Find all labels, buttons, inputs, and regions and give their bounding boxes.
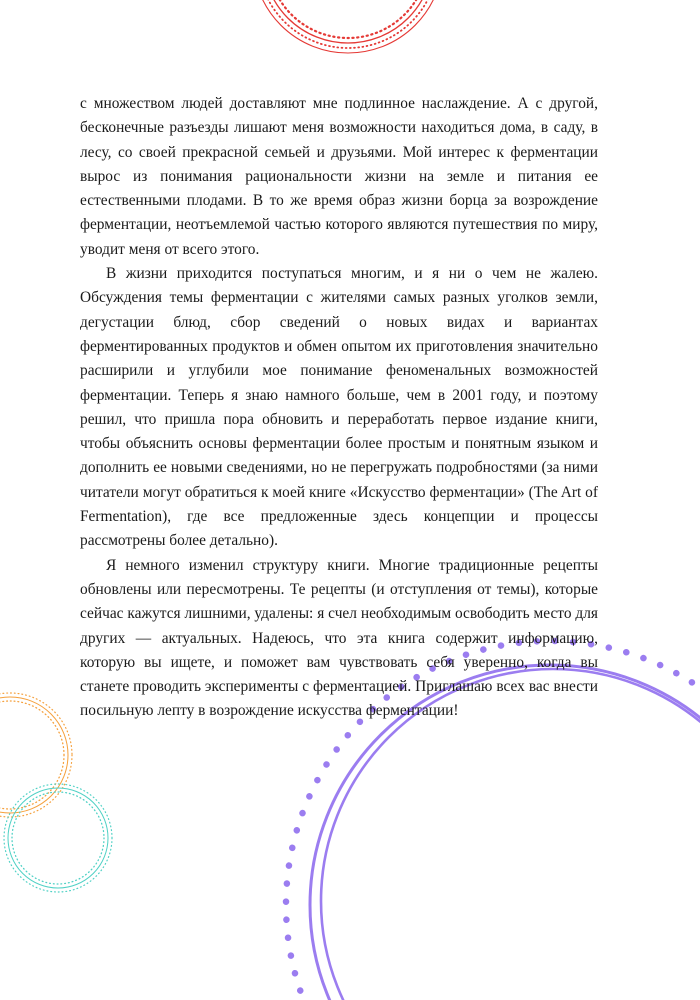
paragraph-3: Я немного изменил структуру книги. Многие традиционные рецепты обновлены или пересмотрены. Те рецепты (и отступления от темы), которые сейчас кажутся лишними, удалены: я счел необходимым освободить место для других — актуальных. Надеюсь, что эта книга содержит информацию, которую вы ищете, и поможет вам чувствовать себя уверенно, когда вы станете проводить эксперименты с ферментацией. Приглашаю всех вас внести посильную лепту в возрождение искусства ферментации! [80, 556, 598, 720]
body-text [80, 92, 598, 724]
paragraph-1: с множеством людей доставляют мне подлинное наслаждение. А с другой, бесконечные разъезды лишают меня возможности находиться дома, в саду, в лесу, со своей прекрасной семьей и друзьями. Мой интерес к ферментации вырос из понимания рациональности жизни на земле и питания ее естественными плодами. В то же время образ жизни борца за возрождение ферментации, неотъемлемой частью которого являются путешествия по миру, уводит меня от всего этого. [80, 95, 598, 258]
teal-circles-icon [4, 784, 112, 892]
red-dotted-circle-icon [253, 0, 443, 53]
paragraph-2: В жизни приходится поступаться многим, и я ни о чем не жалею. Обсуждения темы ферментации с жителями самых разных уголков земли, дегустации блюд, сбор сведений о новых видах и вариантах ферментированных продуктов и обмен опытом их приготовления значительно расширили и углубили мое понимание феноменальных возможностей ферментации. Теперь я знаю намного больше, чем в 2001 году, и поэтому решил, что пришла пора обновить и переработать первое издание книги, чтобы объяснить основы ферментации более простым и понятным языком и дополнить ее новыми сведениями, но не перегружать подробностями (за ними читатели могут обратиться к моей книге «Искусство ферментации» (The Art of Fermentation), где все предложенные здесь концепции и процессы рассмотрены более детально). [80, 265, 598, 550]
orange-circles-icon [0, 693, 72, 817]
